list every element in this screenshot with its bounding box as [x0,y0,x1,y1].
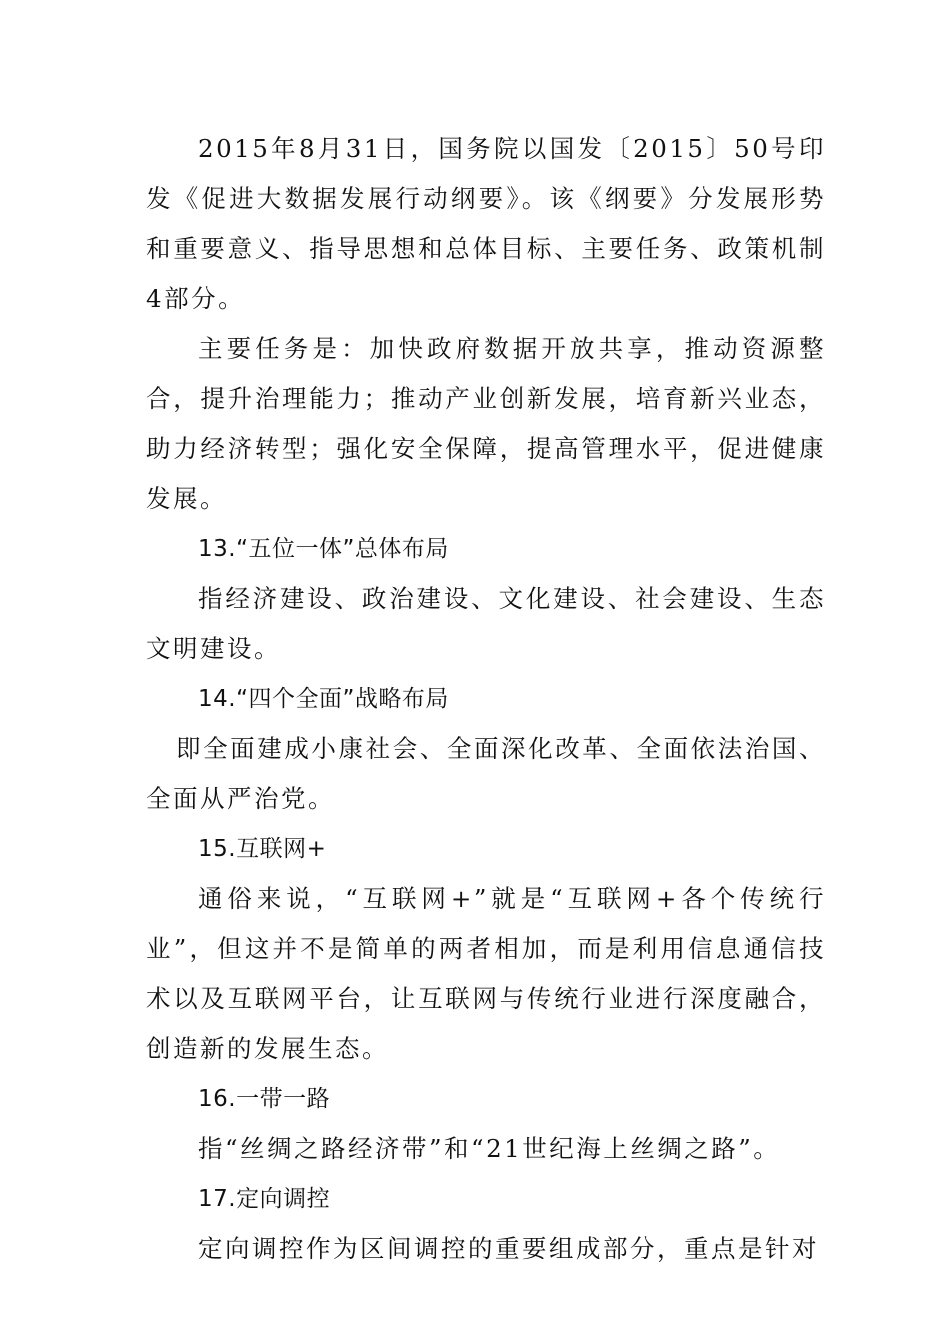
document-body [146,124,826,1274]
paragraph-big-data-outline: 2015年8月31日，国务院以国发〔2015〕50号印发《促进大数据发展行动纲要》。该《纲要》分发展形势和重要意义、指导思想和总体目标、主要任务、政策机制4部分。 [146,134,826,313]
section-heading-16: 16.一带一路 [198,1086,331,1112]
paragraph-targeted-regulation: 定向调控作为区间调控的重要组成部分，重点是针对 [198,1234,819,1263]
section-heading-17: 17.定向调控 [198,1186,331,1212]
section-heading-14: 14.“四个全面”战略布局 [198,686,449,712]
paragraph-four-comprehensives: 即全面建成小康社会、全面深化改革、全面依法治国、全面从严治党。 [146,734,826,813]
paragraph-main-tasks: 主要任务是：加快政府数据开放共享，推动资源整合，提升治理能力；推动产业创新发展，培育新兴业态，助力经济转型；强化安全保障，提高管理水平，促进健康发展。 [146,334,826,513]
paragraph-five-in-one: 指经济建设、政治建设、文化建设、社会建设、生态文明建设。 [146,584,826,663]
paragraph-internet-plus: 通俗来说，“互联网+”就是“互联网+各个传统行业”，但这并不是简单的两者相加，而是利用信息通信技术以及互联网平台，让互联网与传统行业进行深度融合，创造新的发展生态。 [146,884,826,1063]
section-heading-13: 13.“五位一体”总体布局 [198,536,449,562]
section-heading-15: 15.互联网+ [198,836,327,862]
paragraph-belt-and-road: 指“丝绸之路经济带”和“21世纪海上丝绸之路”。 [198,1134,781,1163]
